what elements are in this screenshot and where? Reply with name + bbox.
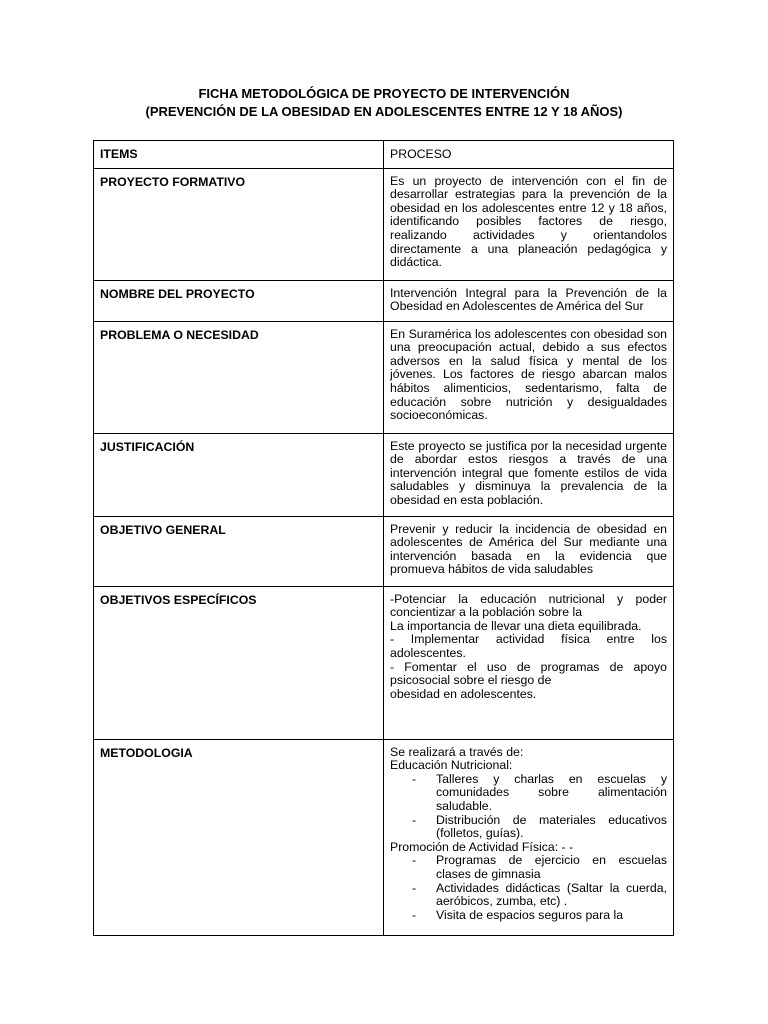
methodology-section-title: Educación Nutricional: <box>390 758 513 773</box>
dash-marker: - <box>412 771 417 786</box>
table-row <box>94 586 674 739</box>
row-content: Es un proyecto de intervención con el fin de desarrollar estrategias para la prevención de la obesidad en los adolescentes entre 12 y 18 años, identificando posibles factores de riesgo, realizando actividades y orientandolos directamente a una planeación pedagógica y didáctica. <box>384 168 674 280</box>
methodology-list <box>390 854 667 922</box>
methodology-intro: Se realizará a través de: <box>390 745 524 759</box>
specific-objective-line: obesidad en adolescentes. <box>390 686 537 701</box>
header-proceso: PROCESO <box>384 141 674 169</box>
row-content: En Suramérica los adolescentes con obesidad son una preocupación actual, debido a sus efectos adversos en la salud física y mental de los jóvenes. Los factores de riesgo abarcan malos hábitos alimenticios, sedentarismo, falta de educación sobre nutrición y desigualdades socioeconómicas. <box>384 321 674 433</box>
row-content <box>384 586 674 739</box>
list-item <box>412 771 667 814</box>
table-row <box>94 516 674 586</box>
document-title <box>0 85 768 121</box>
specific-objective-line: - Fomentar el uso de programas de apoyo psicosocial sobre el riesgo de <box>390 659 667 688</box>
table-row <box>94 433 674 516</box>
row-label: PROYECTO FORMATIVO <box>94 168 384 280</box>
row-label: NOMBRE DEL PROYECTO <box>94 280 384 321</box>
methodology-list <box>390 773 667 841</box>
table-row <box>94 739 674 935</box>
list-item <box>412 907 667 923</box>
specific-objective-line: La importancia de llevar una dieta equilibrada. <box>390 618 642 633</box>
methodology-section-title: Promoción de Actividad Física: - - <box>390 839 574 854</box>
table-row <box>94 280 674 321</box>
list-item-text: Actividades didácticas (Saltar la cuerda, aeróbicos, zumba, etc) . <box>436 880 667 909</box>
list-item <box>412 812 667 841</box>
dash-marker: - <box>412 907 417 922</box>
row-content: Este proyecto se justifica por la necesidad urgente de abordar estos riesgos a través de una intervención integral que fomente estilos de vida saludables y disminuya la prevalencia de la obesidad en esta población. <box>384 433 674 516</box>
list-item <box>412 853 667 881</box>
table-row <box>94 321 674 433</box>
methodology-table <box>93 140 674 936</box>
list-item-text: Programas de ejercicio en escuelas clases de gimnasia <box>436 853 667 881</box>
row-content: Prevenir y reducir la incidencia de obesidad en adolescentes de América del Sur mediante una intervención basada en la evidencia que promueva hábitos de vida saludables <box>384 516 674 586</box>
table-row <box>94 168 674 280</box>
list-item-text: Distribución de materiales educativos (folletos, guías). <box>436 812 667 841</box>
title-line-1: FICHA METODOLÓGICA DE PROYECTO DE INTERVENCIÓN <box>198 86 570 101</box>
dash-marker: - <box>412 880 417 895</box>
row-label: JUSTIFICACIÓN <box>94 433 384 516</box>
dash-marker: - <box>412 812 417 827</box>
row-label: PROBLEMA O NECESIDAD <box>94 321 384 433</box>
row-label: OBJETIVOS ESPECÍFICOS <box>94 586 384 739</box>
row-label: OBJETIVO GENERAL <box>94 516 384 586</box>
header-items: ITEMS <box>94 141 384 169</box>
dash-marker: - <box>412 853 417 868</box>
row-content: Intervención Integral para la Prevención de la Obesidad en Adolescentes de América del Sur <box>384 280 674 321</box>
list-item-text: Visita de espacios seguros para la <box>436 907 624 922</box>
row-content <box>384 739 674 935</box>
table-header-row <box>94 141 674 169</box>
specific-objective-line: - Implementar actividad física entre los adolescentes. <box>390 632 667 660</box>
list-item-text: Talleres y charlas en escuelas y comunidades sobre alimentación saludable. <box>436 771 667 813</box>
specific-objective-line: -Potenciar la educación nutricional y poder concientizar a la población sobre la <box>390 591 667 620</box>
list-item <box>412 880 667 909</box>
row-label: METODOLOGIA <box>94 739 384 935</box>
title-line-2: (PREVENCIÓN DE LA OBESIDAD EN ADOLESCENTES ENTRE 12 Y 18 AÑOS) <box>145 104 623 119</box>
